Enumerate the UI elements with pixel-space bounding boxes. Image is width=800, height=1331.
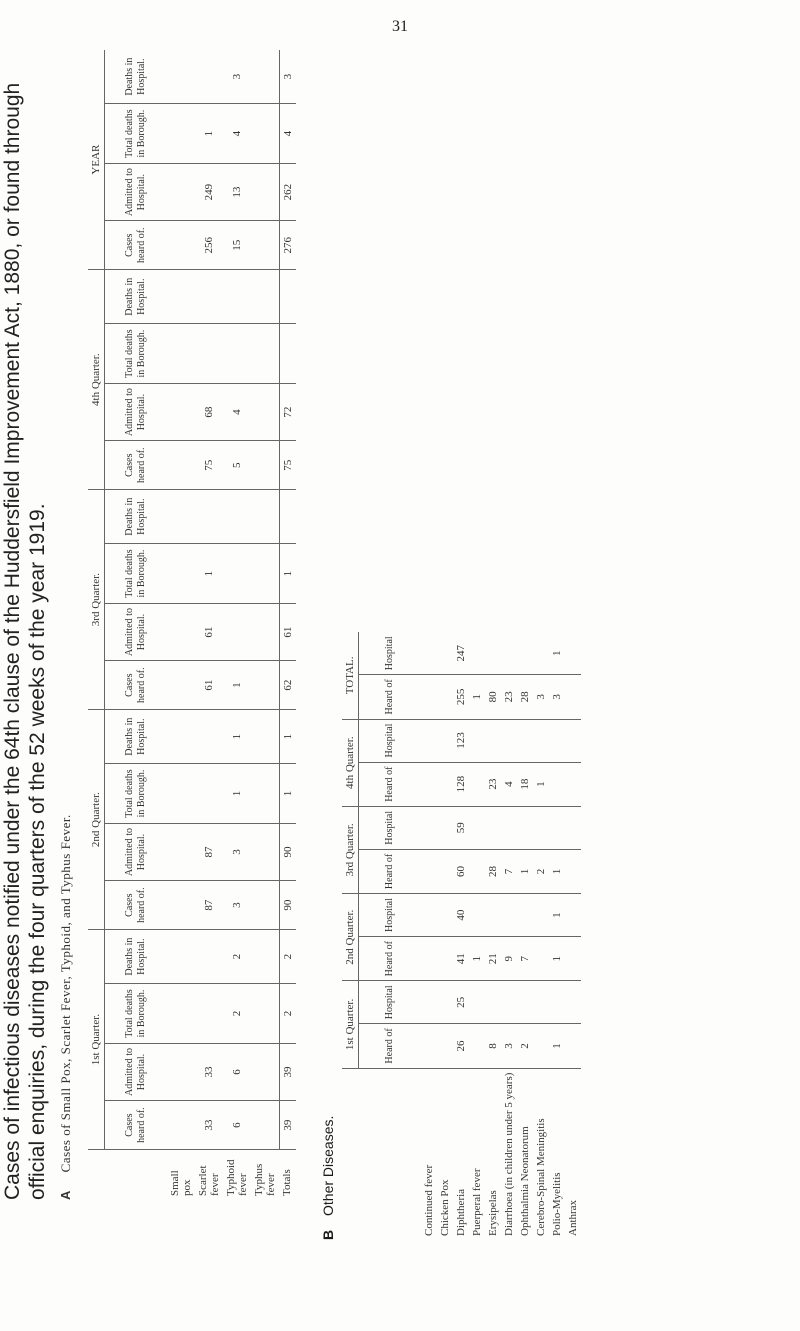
table-cell: 23: [501, 675, 517, 719]
row-header-spacer: [88, 1150, 105, 1200]
table-cell: [251, 1043, 279, 1100]
group-header: 2nd Quarter.: [342, 894, 359, 981]
table-cell: 61: [195, 661, 223, 710]
table-cell: 23: [485, 762, 501, 806]
table-cell: [565, 894, 581, 937]
table-cell: 7: [517, 937, 533, 981]
table-cell: [501, 632, 517, 675]
group-header: 4th Quarter.: [88, 270, 105, 490]
total-cell: [279, 324, 296, 384]
table-cell: [167, 984, 195, 1044]
table-row: [501, 632, 517, 1240]
table-cell: 128: [453, 762, 469, 806]
table-cell: [469, 849, 485, 893]
table-cell: 3: [223, 50, 251, 104]
table-cell: [167, 1101, 195, 1150]
column-header: Total deaths in Borough.: [105, 764, 168, 824]
table-cell: [251, 823, 279, 880]
table-row: [517, 632, 533, 1240]
table-row: [485, 632, 501, 1240]
table-cell: 1: [549, 1024, 565, 1068]
table-cell: [195, 490, 223, 544]
table-cell: [469, 806, 485, 849]
table-cell: [517, 719, 533, 762]
group-header: 4th Quarter.: [342, 719, 359, 806]
table-cell: 1: [549, 937, 565, 981]
table-cell: [533, 937, 549, 981]
total-cell: [279, 490, 296, 544]
table-cell: [421, 937, 437, 981]
table-cell: [437, 894, 453, 937]
table-cell: 28: [517, 675, 533, 719]
table-cell: 1: [223, 710, 251, 764]
table-cell: 9: [501, 937, 517, 981]
section-b-letter: B: [320, 1229, 336, 1240]
table-cell: [195, 984, 223, 1044]
table-cell: [167, 441, 195, 490]
table-cell: [565, 849, 581, 893]
column-header: Cases heard of.: [105, 881, 168, 930]
table-cell: [421, 981, 437, 1024]
table-cell: 25: [453, 981, 469, 1024]
table-cell: [437, 1024, 453, 1068]
total-cell: 39: [279, 1101, 296, 1150]
table-row: [549, 632, 565, 1240]
table-cell: [437, 937, 453, 981]
column-header: Heard of: [359, 849, 422, 893]
section-b-block: [320, 350, 780, 1250]
table-cell: [485, 719, 501, 762]
group-header: 3rd Quarter.: [88, 490, 105, 710]
table-cell: 1: [549, 632, 565, 675]
table-row: [223, 50, 251, 1200]
table-cell: 4: [501, 762, 517, 806]
total-cell: 276: [279, 221, 296, 270]
total-cell: 90: [279, 881, 296, 930]
table-cell: [421, 849, 437, 893]
disease-label: Typhus fever: [253, 1163, 277, 1196]
table-cell: [167, 270, 195, 324]
table-cell: [223, 270, 251, 324]
table-cell: [469, 981, 485, 1024]
table-cell: 28: [485, 849, 501, 893]
total-cell: 90: [279, 823, 296, 880]
table-cell: [421, 719, 437, 762]
total-cell: 75: [279, 441, 296, 490]
table-row: [251, 50, 279, 1200]
table-cell: [251, 383, 279, 440]
table-cell: [167, 490, 195, 544]
table-cell: 1: [195, 104, 223, 164]
total-cell: 2: [279, 984, 296, 1044]
table-cell: 6: [223, 1101, 251, 1150]
table-cell: 1: [223, 764, 251, 824]
table-cell: 249: [195, 163, 223, 220]
group-header: TOTAL.: [342, 632, 359, 719]
table-cell: [485, 806, 501, 849]
disease-label: Small pox: [169, 1170, 193, 1196]
column-header: Deaths in Hospital.: [105, 50, 168, 104]
table-cell: [437, 981, 453, 1024]
column-header: Deaths in Hospital.: [105, 490, 168, 544]
table-cell: 40: [453, 894, 469, 937]
table-row: [167, 50, 195, 1200]
column-header: Hospital: [359, 632, 422, 675]
table-cell: [517, 806, 533, 849]
total-cell: 62: [279, 661, 296, 710]
table-cell: [565, 675, 581, 719]
total-cell: 3: [279, 50, 296, 104]
table-cell: [223, 603, 251, 660]
table-cell: [437, 806, 453, 849]
section-a-block: [0, 50, 360, 1210]
table-cell: [501, 894, 517, 937]
row-header-spacer: [359, 1068, 422, 1240]
table-cell: [167, 881, 195, 930]
column-header: Cases heard of.: [105, 1101, 168, 1150]
table-cell: 18: [517, 762, 533, 806]
table-cell: [485, 894, 501, 937]
table-cell: [421, 1024, 437, 1068]
table-cell: [565, 632, 581, 675]
table-cell: [469, 719, 485, 762]
column-header: Admitted to Hospital.: [105, 823, 168, 880]
column-header: Cases heard of.: [105, 661, 168, 710]
table-cell: [549, 762, 565, 806]
table-cell: [195, 50, 223, 104]
table-cell: [565, 1024, 581, 1068]
section-a-heading-text: Cases of Small Pox, Scarlet Fever, Typhoid, and Typhus Fever.: [58, 814, 73, 1173]
column-header: Deaths in Hospital.: [105, 710, 168, 764]
table-cell: 3: [223, 881, 251, 930]
table-cell: [501, 806, 517, 849]
table-cell: 3: [533, 675, 549, 719]
table-cell: 80: [485, 675, 501, 719]
table-cell: 33: [195, 1043, 223, 1100]
column-header: Hospital: [359, 981, 422, 1024]
table-cell: 1: [549, 849, 565, 893]
table-cell: [565, 762, 581, 806]
page-number: 31: [392, 18, 408, 35]
table-cell: [167, 324, 195, 384]
disease-label: Chicken Pox: [439, 1179, 451, 1236]
disease-label: Typhoid fever: [225, 1159, 249, 1196]
table-cell: [167, 544, 195, 604]
table-cell: [437, 675, 453, 719]
table-cell: 4: [223, 383, 251, 440]
column-header: Heard of: [359, 675, 422, 719]
table-cell: [251, 163, 279, 220]
table-cell: [251, 1101, 279, 1150]
table-cell: [251, 661, 279, 710]
table-cell: [251, 221, 279, 270]
table-cell: 247: [453, 632, 469, 675]
table-cell: 1: [517, 849, 533, 893]
table-cell: [251, 984, 279, 1044]
disease-label: Cerebro-Spinal Meningitis: [535, 1118, 547, 1236]
table-cell: 75: [195, 441, 223, 490]
table-cell: [251, 710, 279, 764]
table-cell: [549, 981, 565, 1024]
table-row: [533, 632, 549, 1240]
table-cell: [167, 383, 195, 440]
column-header: Total deaths in Borough.: [105, 984, 168, 1044]
table-cell: [565, 806, 581, 849]
column-header: Total deaths in Borough.: [105, 324, 168, 384]
table-row: [421, 632, 437, 1240]
table-cell: [501, 981, 517, 1024]
table-cell: [517, 894, 533, 937]
table-cell: [469, 894, 485, 937]
section-b-table: [342, 632, 581, 1240]
group-header: 3rd Quarter.: [342, 806, 359, 893]
table-cell: 2: [223, 930, 251, 984]
table-cell: [517, 632, 533, 675]
table-cell: [437, 719, 453, 762]
table-row: [437, 632, 453, 1240]
table-cell: 1: [549, 894, 565, 937]
column-header: Total deaths in Borough.: [105, 104, 168, 164]
table-cell: [167, 823, 195, 880]
column-header: Hospital: [359, 894, 422, 937]
table-cell: [533, 719, 549, 762]
table-cell: [223, 324, 251, 384]
disease-label: Polio-Myelitis: [551, 1172, 563, 1236]
table-cell: 59: [453, 806, 469, 849]
table-cell: [251, 490, 279, 544]
table-cell: [167, 603, 195, 660]
table-cell: [501, 719, 517, 762]
table-cell: 256: [195, 221, 223, 270]
table-cell: [251, 50, 279, 104]
group-header: 1st Quarter.: [88, 930, 105, 1150]
table-cell: [469, 632, 485, 675]
group-header: 1st Quarter.: [342, 981, 359, 1068]
table-cell: [223, 544, 251, 604]
table-cell: [565, 937, 581, 981]
table-cell: [421, 894, 437, 937]
table-cell: [251, 441, 279, 490]
table-cell: [167, 104, 195, 164]
table-cell: [251, 544, 279, 604]
table-cell: 33: [195, 1101, 223, 1150]
table-cell: [533, 632, 549, 675]
table-cell: [421, 675, 437, 719]
table-cell: 41: [453, 937, 469, 981]
table-cell: 3: [501, 1024, 517, 1068]
section-b-heading-text: Other Diseases.: [320, 1115, 336, 1216]
group-header: YEAR: [88, 50, 105, 270]
column-header: Hospital: [359, 719, 422, 762]
table-cell: 1: [223, 661, 251, 710]
table-cell: [469, 1024, 485, 1068]
disease-label: Anthrax: [567, 1199, 579, 1236]
column-header: Admitted to Hospital.: [105, 163, 168, 220]
section-a-letter: A: [58, 1190, 73, 1200]
total-cell: [279, 270, 296, 324]
table-cell: [485, 981, 501, 1024]
column-header: Admitted to Hospital.: [105, 603, 168, 660]
table-cell: [195, 710, 223, 764]
table-cell: 3: [223, 823, 251, 880]
table-cell: [549, 719, 565, 762]
totals-row: [279, 50, 296, 1200]
table-cell: [167, 764, 195, 824]
disease-label: Continued fever: [423, 1164, 435, 1236]
table-cell: 26: [453, 1024, 469, 1068]
table-cell: 2: [533, 849, 549, 893]
total-cell: 2: [279, 930, 296, 984]
disease-label: Erysipelas: [487, 1190, 499, 1236]
column-header: Admitted to Hospital.: [105, 1043, 168, 1100]
row-header-spacer: [342, 1068, 359, 1240]
table-cell: [549, 806, 565, 849]
table-cell: 8: [485, 1024, 501, 1068]
table-cell: [421, 762, 437, 806]
table-row: [469, 632, 485, 1240]
table-cell: [533, 894, 549, 937]
total-cell: 1: [279, 710, 296, 764]
table-cell: [167, 1043, 195, 1100]
table-cell: 87: [195, 881, 223, 930]
table-cell: [251, 104, 279, 164]
table-cell: [437, 849, 453, 893]
table-cell: [251, 270, 279, 324]
table-cell: 68: [195, 383, 223, 440]
table-cell: [437, 762, 453, 806]
table-cell: [167, 50, 195, 104]
column-header: Cases heard of.: [105, 441, 168, 490]
total-cell: 1: [279, 544, 296, 604]
column-header: Heard of: [359, 762, 422, 806]
table-cell: [421, 632, 437, 675]
column-header: Deaths in Hospital.: [105, 930, 168, 984]
total-cell: 39: [279, 1043, 296, 1100]
disease-label: Ophthalmia Neonatorum: [519, 1126, 531, 1236]
table-cell: [195, 930, 223, 984]
table-cell: [251, 881, 279, 930]
table-cell: 7: [501, 849, 517, 893]
section-b-heading: [320, 350, 336, 1240]
total-cell: 1: [279, 764, 296, 824]
table-cell: [167, 661, 195, 710]
group-header: 2nd Quarter.: [88, 710, 105, 930]
row-header-spacer: [105, 1150, 168, 1200]
table-cell: [251, 324, 279, 384]
table-cell: 1: [533, 762, 549, 806]
table-cell: [533, 1024, 549, 1068]
column-header: Total deaths in Borough.: [105, 544, 168, 604]
column-header: Admitted to Hospital.: [105, 383, 168, 440]
column-header: Deaths in Hospital.: [105, 270, 168, 324]
table-cell: 5: [223, 441, 251, 490]
table-cell: [195, 764, 223, 824]
table-row: [565, 632, 581, 1240]
total-cell: 262: [279, 163, 296, 220]
table-cell: 60: [453, 849, 469, 893]
table-cell: 1: [469, 675, 485, 719]
table-cell: [437, 632, 453, 675]
table-cell: [167, 930, 195, 984]
table-cell: 15: [223, 221, 251, 270]
table-cell: 6: [223, 1043, 251, 1100]
disease-label: Diarrhoea (in children under 5 years): [503, 1072, 515, 1236]
table-cell: [167, 221, 195, 270]
table-cell: [251, 764, 279, 824]
table-cell: [565, 719, 581, 762]
total-cell: 4: [279, 104, 296, 164]
table-cell: 3: [549, 675, 565, 719]
table-cell: 255: [453, 675, 469, 719]
table-cell: [565, 981, 581, 1024]
total-cell: 61: [279, 603, 296, 660]
table-cell: [251, 603, 279, 660]
section-a-heading: [58, 50, 74, 1200]
column-header: Cases heard of.: [105, 221, 168, 270]
table-cell: [195, 324, 223, 384]
column-header: Heard of: [359, 1024, 422, 1068]
table-cell: 2: [223, 984, 251, 1044]
table-cell: 61: [195, 603, 223, 660]
table-cell: 1: [469, 937, 485, 981]
table-cell: 2: [517, 1024, 533, 1068]
table-cell: 4: [223, 104, 251, 164]
disease-label: Puerperal fever: [471, 1168, 483, 1236]
total-cell: 72: [279, 383, 296, 440]
disease-label: Diphtheria: [455, 1188, 467, 1236]
totals-label: Totals: [281, 1169, 294, 1196]
table-cell: 123: [453, 719, 469, 762]
table-cell: [533, 981, 549, 1024]
table-row: [195, 50, 223, 1200]
table-cell: 87: [195, 823, 223, 880]
table-cell: [517, 981, 533, 1024]
table-cell: [167, 163, 195, 220]
table-cell: [485, 632, 501, 675]
table-cell: 21: [485, 937, 501, 981]
table-row: [453, 632, 469, 1240]
table-cell: 1: [195, 544, 223, 604]
page-title: Cases of infectious diseases notified under the 64th clause of the Huddersfield Improvement Act, 1880, or found through official enquiries, during the four quarters of the 52 weeks of the year 1919.: [1, 82, 49, 1200]
table-cell: [469, 762, 485, 806]
column-header: Heard of: [359, 937, 422, 981]
section-a-table: [88, 50, 296, 1200]
table-cell: [167, 710, 195, 764]
column-header: Hospital: [359, 806, 422, 849]
table-cell: 13: [223, 163, 251, 220]
table-cell: [421, 806, 437, 849]
disease-label: Scarlet fever: [197, 1165, 221, 1196]
table-cell: [251, 930, 279, 984]
table-cell: [223, 490, 251, 544]
table-cell: [533, 806, 549, 849]
table-cell: [195, 270, 223, 324]
